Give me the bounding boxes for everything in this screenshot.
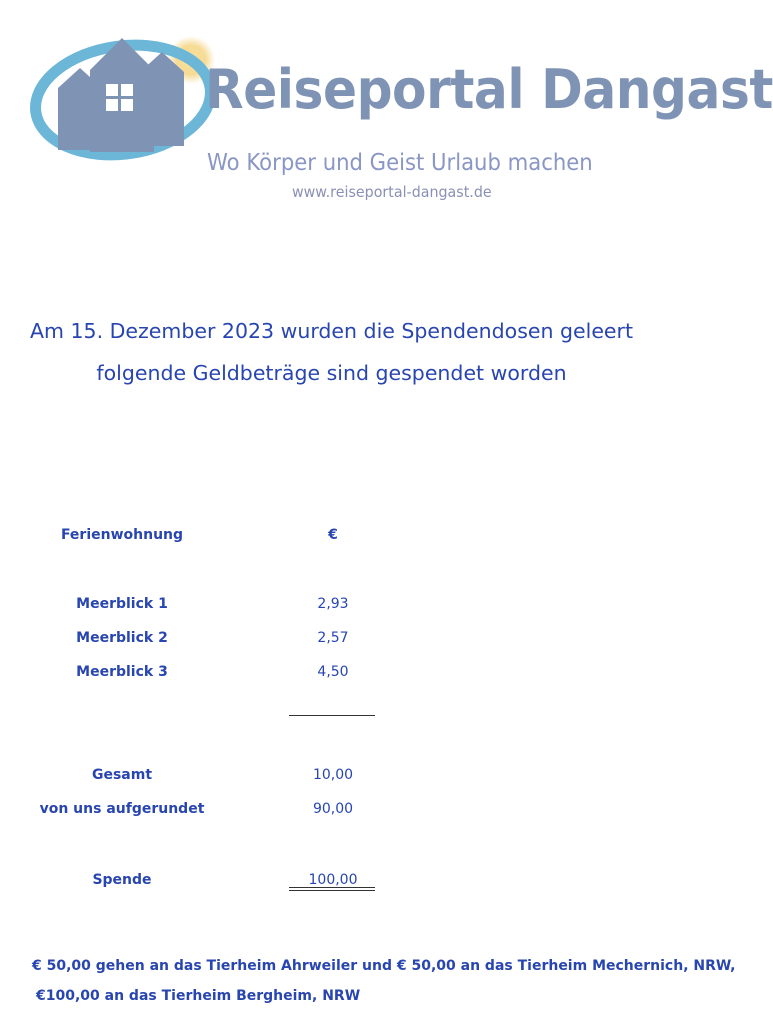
table-row-value: 4,50	[317, 664, 349, 680]
logo-title: Reiseportal Dangast	[205, 58, 773, 121]
donation-label: Spende	[92, 872, 152, 888]
total-label: Gesamt	[91, 767, 153, 783]
table-row-label: Meerblick 1	[76, 596, 168, 612]
table-row-value: 2,93	[317, 596, 349, 612]
logo-slogan: Wo Körper und Geist Urlaub machen	[207, 150, 593, 176]
table-header-label: Ferienwohnung	[60, 527, 184, 543]
donation-double-underline	[289, 887, 375, 891]
logo-url[interactable]: www.reiseportal-dangast.de	[292, 183, 492, 201]
footer-line-2: €100,00 an das Tierheim Bergheim, NRW	[36, 988, 361, 1004]
table-row-value: 2,57	[317, 630, 349, 646]
table-row-label: Meerblick 2	[76, 630, 168, 646]
headline-line-1: Am 15. Dezember 2023 wurden die Spendendosen geleert	[29, 319, 634, 343]
sum-divider	[289, 715, 375, 716]
table-row-label: Meerblick 3	[76, 664, 168, 680]
footer-line-1: € 50,00 gehen an das Tierheim Ahrweiler und € 50,00 an das Tierheim Mechernich, NRW,	[32, 958, 736, 974]
rounded-label: von uns aufgerundet	[39, 801, 205, 817]
donation-value: 100,00	[308, 872, 358, 888]
headline-line-2: folgende Geldbeträge sind gespendet worden	[96, 361, 567, 385]
table-header-currency: €	[328, 527, 338, 543]
total-value: 10,00	[312, 767, 354, 783]
rounded-value: 90,00	[312, 801, 354, 817]
